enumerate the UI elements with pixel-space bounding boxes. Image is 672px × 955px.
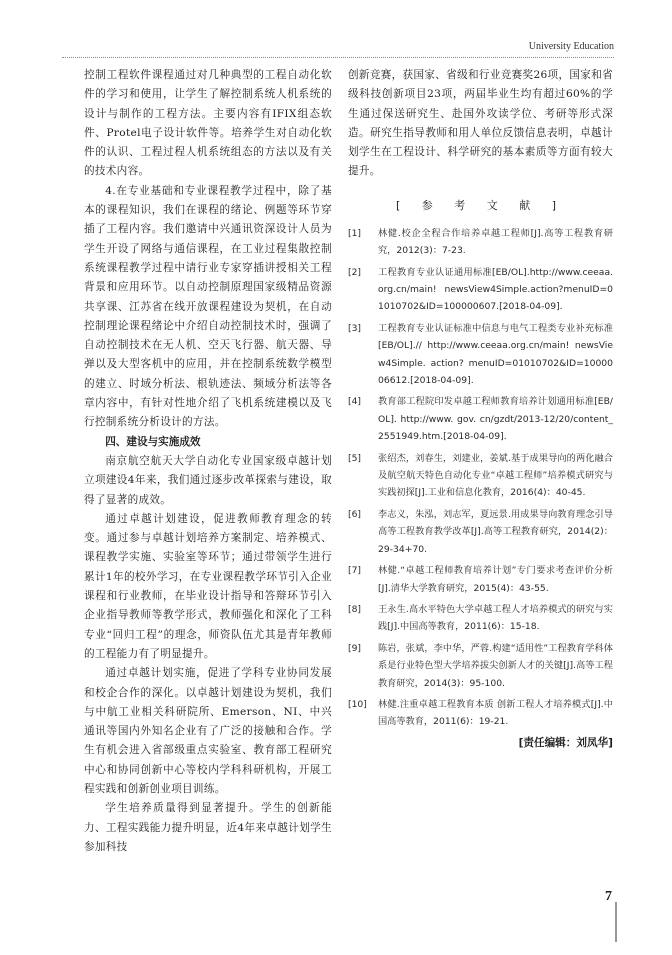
reference-item <box>348 450 613 502</box>
header-divider <box>62 57 614 58</box>
reference-text: 教育部工程院印发卓越工程师教育培养计划通用标准[EB/OL]. http://www. gov. cn/gzdt/2013-12/20/content_2551949.htm.[2018-04-09]. <box>378 396 613 443</box>
reference-text: 林健.校企全程合作培养卓越工程师[J].高等工程教育研究，2012(3)：7-23. <box>378 227 613 257</box>
reference-text: 工程教育专业认证通用标准[EB/OL].http://www.ceeaa.org.cn/main! newsView4Simple.action?menuID=01010702&ID=100000607.[2018-04-09]. <box>378 266 613 313</box>
section-heading: 四、建设与实施成效 <box>105 435 201 448</box>
left-column <box>84 66 332 857</box>
reference-number: [5] <box>348 452 362 464</box>
body-paragraph: 通过卓越计划实施，促进了学科专业协同发展和校企合作的深化。以卓越计划建设为契机，我们与中航工业相关科研院所、Emerson、NI、中兴通讯等国内外知名企业有了广泛的接触和合作。学生有机会进入省部级重点实验室、教育部工程研究中心和协同创新中心等校内学科科研机构，开展工程实践和创新创业项目训练。 <box>84 667 332 795</box>
reference-text: 林健.注重卓越工程教育本质 创新工程人才培养模式[J].中国高等教育，2011(6)：19-21. <box>378 698 613 728</box>
reference-text: 张绍杰，刘春生，刘建业，姜斌.基于成果导向的两化融合及航空航天特色自动化专业“卓越工程师”培养模式研究与实践初探[J].工业和信息化教育，2016(4)：40-45. <box>378 452 613 499</box>
reference-item <box>348 225 613 260</box>
reference-text: 工程教育专业认证标准中信息与电气工程类专业补充标准[EB/OL].// http://www.ceeaa.org.cn/main! newsView4Simple. action? menuID=01010702&ID=1000006612.[2018-04-09]. <box>378 322 613 387</box>
reference-number: [9] <box>348 642 362 654</box>
reference-item <box>348 640 613 692</box>
reference-number: [6] <box>348 508 362 520</box>
references-title: [ 参 考 文 献 ] <box>395 198 566 212</box>
journal-header: University Education <box>528 41 614 52</box>
margin-bar <box>615 902 617 942</box>
body-paragraph: 南京航空航天大学自动化专业国家级卓越计划立项建设4年来，我们通过逐步改革探索与建设，取得了显著的成效。 <box>84 454 332 506</box>
reference-text: 林健.“卓越工程师教育培养计划”专门要求考查评价分析[J].清华大学教育研究，2015(4)：43-55. <box>378 565 613 594</box>
reference-number: [4] <box>348 396 362 408</box>
reference-number: [8] <box>348 603 362 615</box>
reference-number: [2] <box>348 266 362 278</box>
reference-item <box>348 320 613 390</box>
reference-number: [3] <box>348 322 362 334</box>
page-number: 7 <box>605 889 612 904</box>
reference-text: 王永生.高水平特色大学卓越工程人才培养模式的研究与实践[J].中国高等教育，2011(6)：15-18. <box>378 603 613 633</box>
reference-text: 陈岩，张斌，李中华，严蓉.构建“适用性”工程教育学科体系是行业特色型大学培养拔尖创新人才的关键[J].高等工程教育研究，2014(3)：95-100. <box>378 642 613 689</box>
body-paragraph: 创新竞赛，获国家、省级和行业竞赛奖26项，国家和省级科技创新项目23项，两届毕业生均有超过60%的学生通过保送研究生、赴国外攻读学位、考研等形式深造。研究生指导教师和用人单位反馈信息表明，卓越计划学生在工程设计、科学研究的基本素质等方面有较大提升。 <box>348 69 613 178</box>
body-paragraph: 控制工程软件课程通过对几种典型的工程自动化软件的学习和使用，让学生了解控制系统人机系统的设计与制作的工程方法。主要内容有IFIX组态软件、Protel电子设计软件等。培养学生对自动化软件的认识、工程过程人机系统组态的方法以及有关的技术内容。 <box>84 69 332 178</box>
reference-list <box>348 225 613 731</box>
reference-item <box>348 506 613 558</box>
body-paragraph: 学生培养质量得到显著提升。学生的创新能力、工程实践能力提升明显，近4年来卓越计划学生参加科技 <box>84 802 332 853</box>
reference-item <box>348 562 613 597</box>
reference-item <box>348 264 613 316</box>
reference-item <box>348 601 613 636</box>
body-paragraph: 4.在专业基础和专业课程教学过程中，除了基本的课程知识，我们在课程的绪论、例题等环节穿插了工程内容。我们邀请中兴通讯资深设计人员为学生开设了网络与通信课程，在工业过程集散控制系统课程教学过程中请行业专家穿插讲授相关工程背景和应用环节。以自动控制原理国家级精品资源共享课、江苏省在线开放课程建设为契机，在自动控制理论课程绪论中介绍自动控制技术时，强调了自动控制技术在无人机、空天飞行器、航天器、导弹以及大型客机中的应用，并在控制系统数学模型的建立、时域分析法、根轨迹法、频域分析法等各章内容中，有针对性地介绍了飞机系统建模以及飞行控制系统分析设计的方法。 <box>84 184 332 429</box>
reference-number: [10] <box>348 698 367 710</box>
right-column <box>348 66 613 750</box>
body-paragraph: 通过卓越计划建设，促进教师教育理念的转变。通过参与卓越计划培养方案制定、培养模式、课程教学实施、实验室等环节；通过带领学生进行累计1年的校外学习，在专业课程教学环节引入企业课程和行业教师，在毕业设计指导和答辩环节引入企业指导教师等教学形式，教师强化和深化了工科专业“回归工程”的理念，师资队伍尤其是青年教师的工程能力有了明显提升。 <box>84 512 332 660</box>
reference-text: 李志义，朱泓，刘志军，夏远景.用成果导向教育理念引导高等工程教育教学改革[J].高等工程教育研究，2014(2)：29-34+70. <box>378 508 613 555</box>
reference-item <box>348 393 613 445</box>
reference-number: [7] <box>348 565 362 577</box>
reference-item <box>348 696 613 731</box>
reference-number: [1] <box>348 227 362 239</box>
editor-note: [责任编辑：刘凤华] <box>518 736 613 749</box>
